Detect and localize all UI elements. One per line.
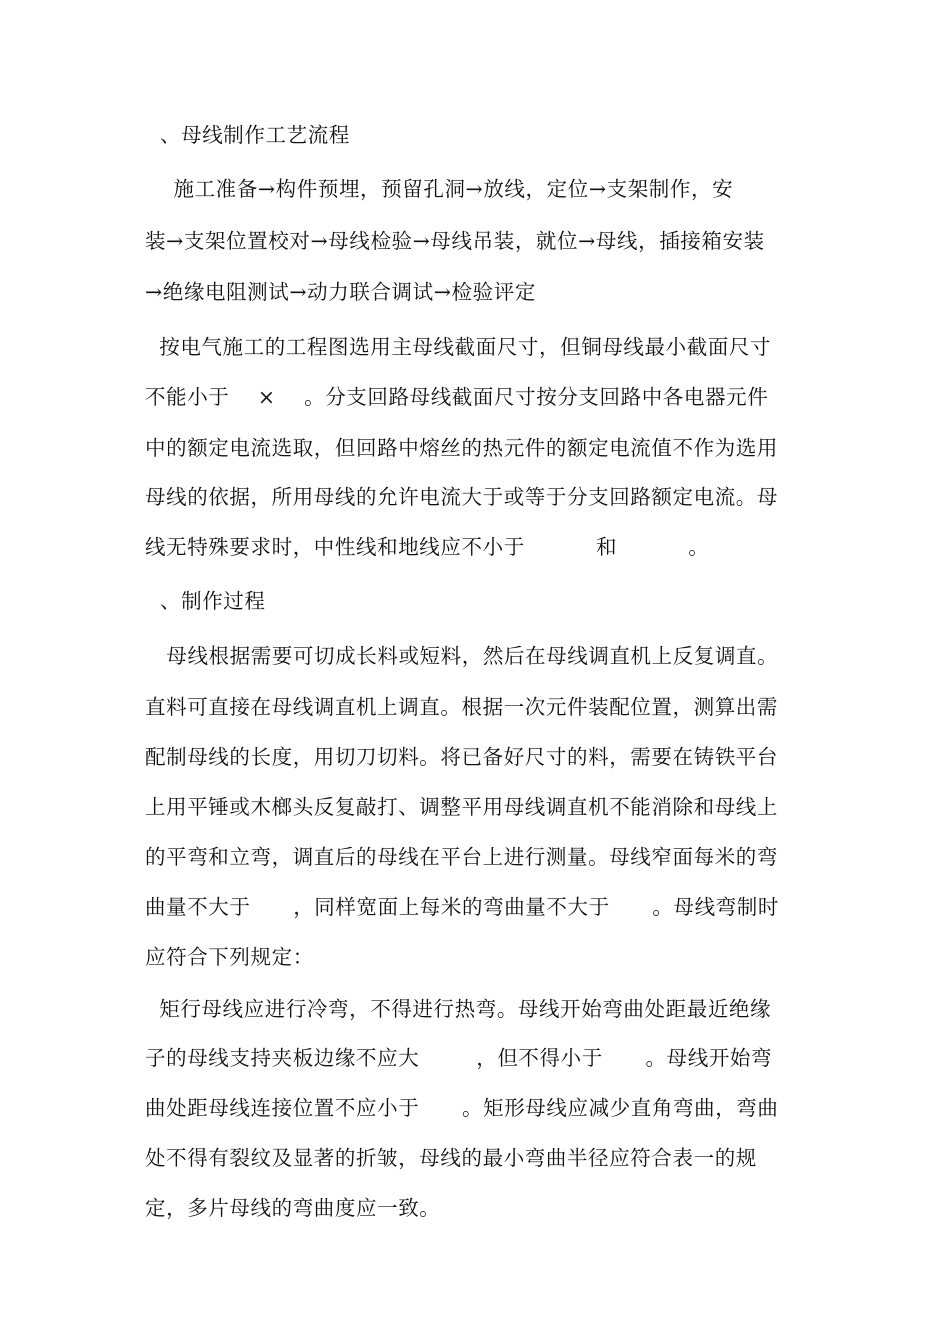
paragraph-3-line-3: 曲处距母线连接位置不应小于 。矩形母线应减少直角弯曲，弯曲 — [145, 1096, 779, 1120]
paragraph-3-line-1: 矩行母线应进行冷弯，不得进行热弯。母线开始弯曲处距最近绝缘 — [145, 997, 772, 1021]
paragraph-1-line-3: 中的额定电流选取，但回路中熔丝的热元件的额定电流值不作为选用 — [145, 436, 778, 460]
section-heading-process: 、母线制作工艺流程 — [160, 123, 350, 147]
paragraph-2-line-4: 上用平锤或木榔头反复敲打、调整平用母线调直机不能消除和母线上 — [145, 795, 778, 819]
paragraph-2-line-5: 的平弯和立弯，调直后的母线在平台上进行测量。母线窄面每米的弯 — [145, 845, 778, 869]
paragraph-3-line-4: 处不得有裂纹及显著的折皱，母线的最小弯曲半径应符合表一的规 — [145, 1146, 757, 1170]
paragraph-2-line-1: 母线根据需要可切成长料或短料，然后在母线调直机上反复调直。 — [145, 644, 779, 668]
paragraph-2-line-2: 直料可直接在母线调直机上调直。根据一次元件装配位置，测算出需 — [145, 695, 778, 719]
paragraph-3-line-5: 定，多片母线的弯曲度应一致。 — [145, 1196, 441, 1220]
paragraph-1-line-2: 不能小于 × 。分支回路母线截面尺寸按分支回路中各电器元件 — [145, 385, 769, 409]
paragraph-2-line-7: 应符合下列规定： — [145, 945, 314, 969]
paragraph-2-line-3: 配制母线的长度，用切刀切料。将已备好尺寸的料，需要在铸铁平台 — [145, 745, 778, 769]
section-heading-production: 、制作过程 — [160, 589, 266, 613]
paragraph-1-line-4: 母线的依据，所用母线的允许电流大于或等于分支回路额定电流。母 — [145, 485, 778, 509]
paragraph-1-line-1: 按电气施工的工程图选用主母线截面尺寸，但铜母线最小截面尺寸 — [145, 335, 772, 359]
paragraph-1-line-5: 线无特殊要求时，中性线和地线应不小于 和 。 — [145, 535, 710, 559]
process-line-2: 装→支架位置校对→母线检验→母线吊装，就位→母线，插接箱安装 — [145, 229, 765, 253]
paragraph-3-line-2: 子的母线支持夹板边缘不应大 ，但不得小于 。母线开始弯 — [145, 1046, 773, 1070]
process-line-1: 施工准备→构件预埋，预留孔洞→放线，定位→支架制作，安 — [145, 177, 734, 201]
paragraph-2-line-6: 曲量不大于 ，同样宽面上每米的弯曲量不大于 。母线弯制时 — [145, 895, 779, 919]
process-line-3: →绝缘电阻测试→动力联合调试→检验评定 — [145, 280, 536, 304]
